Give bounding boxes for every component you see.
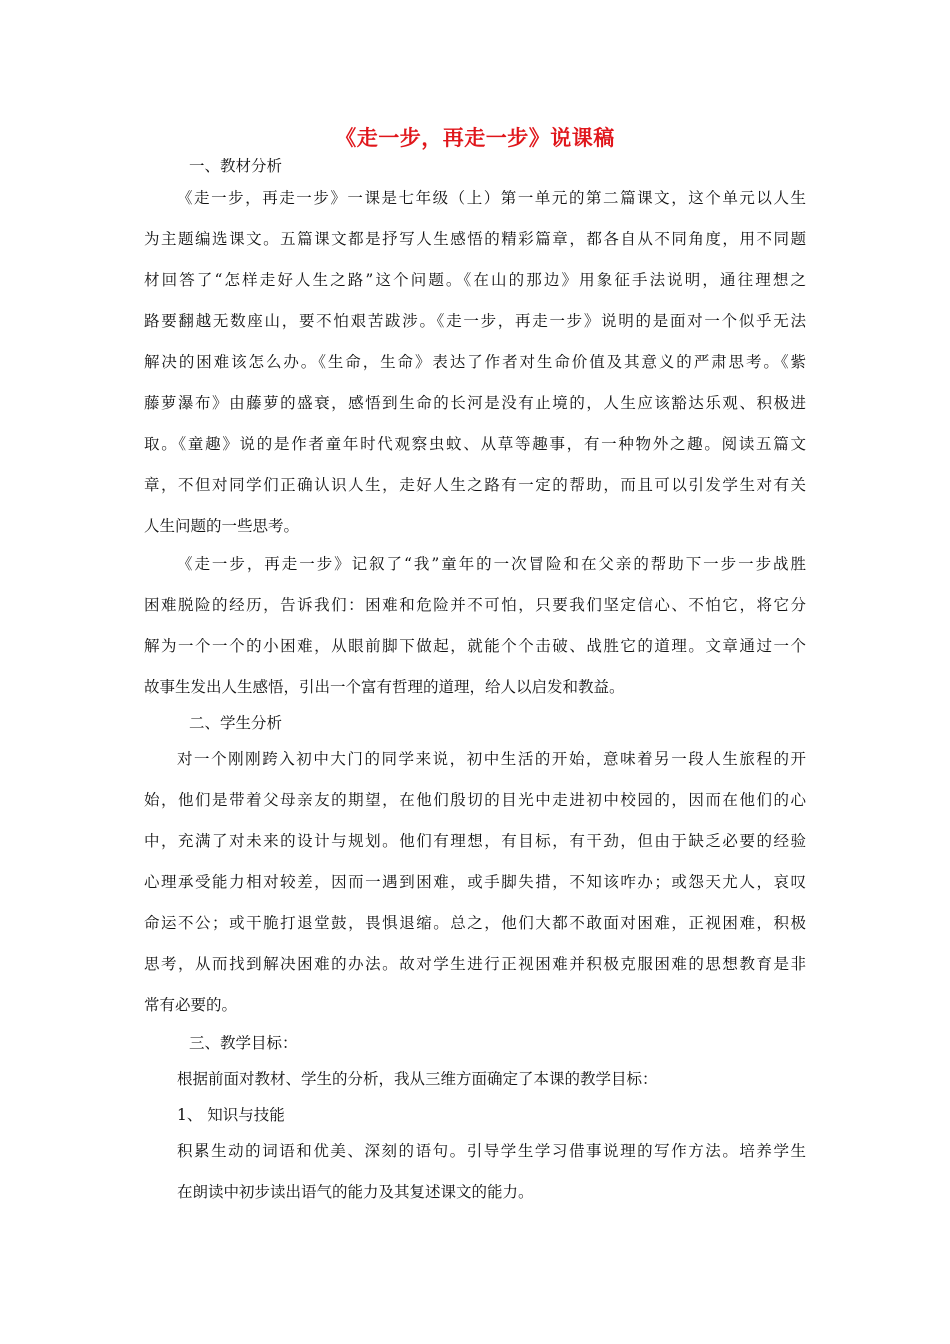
paragraph-line: 始，他们是带着父母亲友的期望，在他们殷切的目光中走进初中校园的，因而在他们的心	[144, 791, 806, 809]
paragraph-line: 困难脱险的经历，告诉我们：困难和危险并不可怕，只要我们坚定信心、不怕它，将它分	[144, 596, 806, 614]
paragraph-line: 章，不但对同学们正确认识人生，走好人生之路有一定的帮助，而且可以引发学生对有关	[144, 476, 806, 494]
section-intro: 根据前面对教材、学生的分析，我从三维方面确定了本课的教学目标：	[177, 1070, 658, 1088]
paragraph-line: 积累生动的词语和优美、深刻的语句。引导学生学习借事说理的写作方法。培养学生	[177, 1142, 806, 1160]
paragraph-line: 故事生发出人生感悟，引出一个富有哲理的道理，给人以启发和教益。	[144, 678, 625, 696]
paragraph-line: 材回答了“怎样走好人生之路”这个问题。《在山的那边》用象征手法说明，通往理想之	[144, 271, 806, 289]
paragraph-line: 解为一个一个的小困难，从眼前脚下做起，就能个个击破、战胜它的道理。文章通过一个	[144, 637, 806, 655]
subsection-heading-1: 1、 知识与技能	[177, 1106, 285, 1124]
section-heading-2: 二、学生分析	[189, 714, 283, 732]
paragraph-line: 常有必要的。	[144, 996, 238, 1014]
paragraph-line: 路要翻越无数座山，要不怕艰苦跋涉。《走一步，再走一步》说明的是面对一个似乎无法	[144, 312, 806, 330]
section-heading-1: 一、教材分析	[189, 157, 283, 175]
paragraph-line: 解决的困难该怎么办。《生命，生命》表达了作者对生命价值及其意义的严肃思考。《紫	[144, 353, 806, 371]
paragraph-line: 《走一步，再走一步》一课是七年级（上）第一单元的第二篇课文，这个单元以人生	[177, 189, 806, 207]
paragraph-line: 为主题编选课文。五篇课文都是抒写人生感悟的精彩篇章，都各自从不同角度，用不同题	[144, 230, 806, 248]
paragraph-line: 对一个刚刚跨入初中大门的同学来说，初中生活的开始，意味着另一段人生旅程的开	[177, 750, 806, 768]
paragraph-line: 藤萝瀑布》由藤萝的盛衰，感悟到生命的长河是没有止境的，人生应该豁达乐观、积极进	[144, 394, 806, 412]
paragraph-line: 思考，从而找到解决困难的办法。故对学生进行正视困难并积极克服困难的思想教育是非	[144, 955, 806, 973]
paragraph-line: 中，充满了对未来的设计与规划。他们有理想，有目标，有干劲，但由于缺乏必要的经验	[144, 832, 806, 850]
paragraph-line: 在朗读中初步读出语气的能力及其复述课文的能力。	[177, 1183, 534, 1201]
paragraph-line: 取。《童趣》说的是作者童年时代观察虫蚊、从草等趣事，有一种物外之趣。阅读五篇文	[144, 435, 806, 453]
paragraph-line: 《走一步，再走一步》记叙了“我”童年的一次冒险和在父亲的帮助下一步一步战胜	[177, 555, 806, 573]
document-title: 《走一步，再走一步》说课稿	[335, 126, 615, 150]
section-heading-3: 三、教学目标：	[189, 1034, 298, 1052]
paragraph-line: 心理承受能力相对较差，因而一遇到困难，或手脚失措，不知该咋办；或怨天尤人，哀叹	[144, 873, 806, 891]
paragraph-line: 人生问题的一些思考。	[144, 517, 300, 535]
paragraph-line: 命运不公；或干脆打退堂鼓，畏惧退缩。总之，他们大都不敢面对困难，正视困难，积极	[144, 914, 806, 932]
